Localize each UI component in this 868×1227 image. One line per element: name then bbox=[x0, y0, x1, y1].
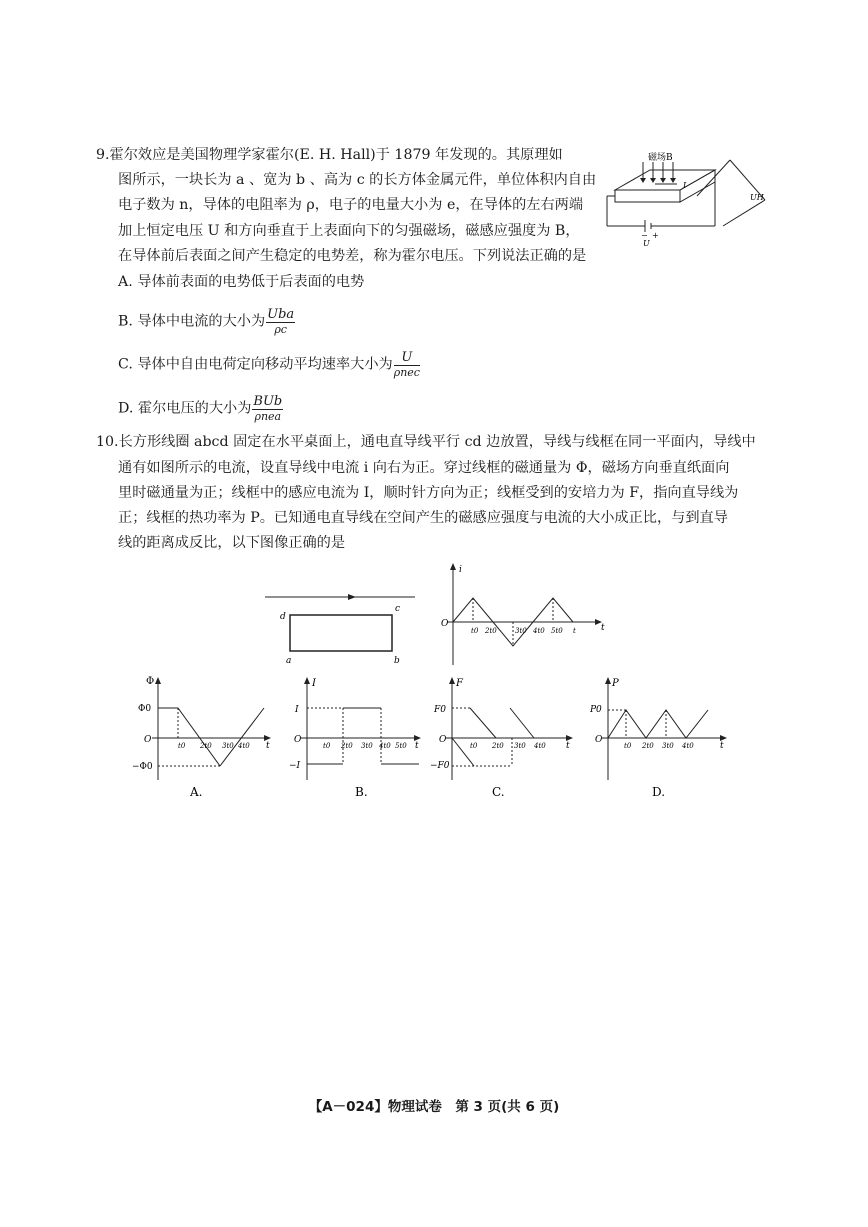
tick-label: 4t0 bbox=[534, 742, 546, 750]
tick-label: 3t0 bbox=[514, 742, 526, 750]
t-axis-label: t bbox=[601, 623, 605, 633]
loop-label-d: d bbox=[280, 612, 286, 622]
q9-line-3: 电子数为 n，导体的电阻率为 ρ，电子的电量大小为 e，在导体的左右两端 bbox=[118, 197, 584, 213]
hall-effect-figure bbox=[605, 148, 775, 248]
q10-line-3: 里时磁通量为正；线框中的感应电流为 I，顺时针方向为正；线框受到的安培力为 F，指向直导线为 bbox=[118, 485, 739, 501]
tick-label: 4t0 bbox=[533, 627, 545, 635]
q9-option-b: B. 导体中电流的大小为 $\frac{\text{Uba}}{\rho c}$ bbox=[118, 307, 295, 336]
p-axis-label: P bbox=[612, 678, 619, 689]
page-footer: 【A－024】物理试卷 第 3 页(共 6 页) bbox=[308, 1099, 560, 1115]
current-time-graph bbox=[435, 560, 610, 670]
loop-label-b: b bbox=[394, 656, 400, 666]
wire-loop-figure bbox=[260, 585, 420, 670]
q9-option-c: C. 导体中自由电荷定向移动平均速率大小为 $\frac{U}{\text{ρnec}}$ bbox=[118, 350, 420, 379]
tick-label: 2t0 bbox=[200, 742, 212, 750]
t-axis-label: t bbox=[266, 741, 270, 751]
tick-label: t0 bbox=[323, 742, 331, 750]
tick-label: t0 bbox=[470, 742, 478, 750]
loop-label-a: a bbox=[286, 656, 292, 666]
q9-line-2: 图所示，一块长为 a 、宽为 b 、高为 c 的长方体金属元件，单位体积内自由 bbox=[118, 172, 597, 188]
current-label: I bbox=[683, 181, 687, 190]
f-axis-label: F bbox=[456, 678, 463, 689]
pos-i-label: I bbox=[295, 705, 299, 715]
neg-f0-label: −F0 bbox=[430, 761, 450, 771]
field-label: 磁场B bbox=[648, 153, 673, 163]
phi-axis-label: Φ bbox=[146, 676, 155, 687]
origin-label: O bbox=[441, 619, 449, 629]
graph-d-power bbox=[590, 672, 735, 802]
tick-label: 4t0 bbox=[238, 742, 250, 750]
origin-label: O bbox=[595, 735, 603, 745]
f0-label: F0 bbox=[434, 705, 446, 715]
tick-label: 3t0 bbox=[662, 742, 674, 750]
t-axis-label: t bbox=[566, 741, 570, 751]
phi0-label: Φ0 bbox=[138, 704, 152, 714]
origin-label: O bbox=[439, 735, 447, 745]
tick-label: t0 bbox=[624, 742, 632, 750]
origin-label: O bbox=[144, 735, 152, 745]
caption-d: D. bbox=[652, 785, 666, 799]
q10-line-5: 线的距离成反比，以下图像正确的是 bbox=[118, 535, 346, 551]
q10-line-1: 10.长方形线圈 abcd 固定在水平桌面上，通电直导线平行 cd 边放置，导线与线框在同一平面内，导线中 bbox=[96, 434, 756, 450]
option-c-fraction: $\frac{U}{\text{ρnec}}$ bbox=[393, 350, 420, 379]
q9-line-1: 9.霍尔效应是美国物理学家霍尔(E. H. Hall)于 1879 年发现的。其原理如 bbox=[96, 147, 563, 163]
tick-label: t bbox=[573, 627, 576, 635]
q9-option-a: A. 导体前表面的电势低于后表面的电势 bbox=[118, 274, 365, 290]
neg-i-label: −I bbox=[289, 761, 301, 771]
graph-c-force bbox=[430, 672, 580, 802]
q10-line-2: 通有如图所示的电流，设直导线中电流 i 向右为正。穿过线框的磁通量为 Φ，磁场方向垂直纸面向 bbox=[118, 460, 730, 476]
tick-label: 3t0 bbox=[515, 627, 527, 635]
t-axis-label: t bbox=[415, 741, 419, 751]
q9-line-4: 加上恒定电压 U 和方向垂直于上表面向下的匀强磁场，磁感应强度为 B， bbox=[118, 223, 580, 239]
q9-option-d: D. 霍尔电压的大小为 $\frac{\text{BUb}}{\text{ρnea}}$ bbox=[118, 394, 283, 423]
plus-label: + bbox=[652, 231, 659, 240]
tick-label: 2t0 bbox=[341, 742, 353, 750]
uh-label: UH bbox=[750, 193, 764, 202]
tick-label: 4t0 bbox=[682, 742, 694, 750]
option-d-fraction: $\frac{\text{BUb}}{\text{ρnea}}$ bbox=[253, 394, 283, 423]
tick-label: 5t0 bbox=[551, 627, 563, 635]
tick-label: 2t0 bbox=[642, 742, 654, 750]
i-axis-label: I bbox=[312, 678, 316, 689]
u-label: U bbox=[643, 239, 650, 248]
tick-label: 5t0 bbox=[395, 742, 407, 750]
caption-b: B. bbox=[355, 785, 368, 799]
tick-label: 4t0 bbox=[379, 742, 391, 750]
minus-label: − bbox=[641, 231, 648, 240]
i-axis-label: i bbox=[459, 565, 462, 575]
p0-label: P0 bbox=[590, 705, 602, 715]
loop-label-c: c bbox=[395, 604, 401, 614]
origin-label: O bbox=[294, 735, 302, 745]
tick-label: t0 bbox=[471, 627, 479, 635]
graph-a-flux bbox=[130, 672, 275, 802]
option-b-fraction: $\frac{\text{Uba}}{\rho c}$ bbox=[267, 307, 295, 336]
tick-label: 2t0 bbox=[485, 627, 497, 635]
q9-line-5: 在导体前后表面之间产生稳定的电势差，称为霍尔电压。下列说法正确的是 bbox=[118, 248, 587, 264]
caption-a: A. bbox=[190, 785, 203, 799]
t-axis-label: t bbox=[720, 741, 724, 751]
q10-line-4: 正；线框的热功率为 P。已知通电直导线在空间产生的磁感应强度与电流的大小成正比，与到直导 bbox=[118, 510, 728, 526]
graph-b-current bbox=[285, 672, 425, 802]
tick-label: t0 bbox=[178, 742, 186, 750]
neg-phi0-label: −Φ0 bbox=[132, 762, 153, 772]
tick-label: 2t0 bbox=[492, 742, 504, 750]
caption-c: C. bbox=[492, 785, 505, 799]
tick-label: 3t0 bbox=[222, 742, 234, 750]
tick-label: 3t0 bbox=[361, 742, 373, 750]
